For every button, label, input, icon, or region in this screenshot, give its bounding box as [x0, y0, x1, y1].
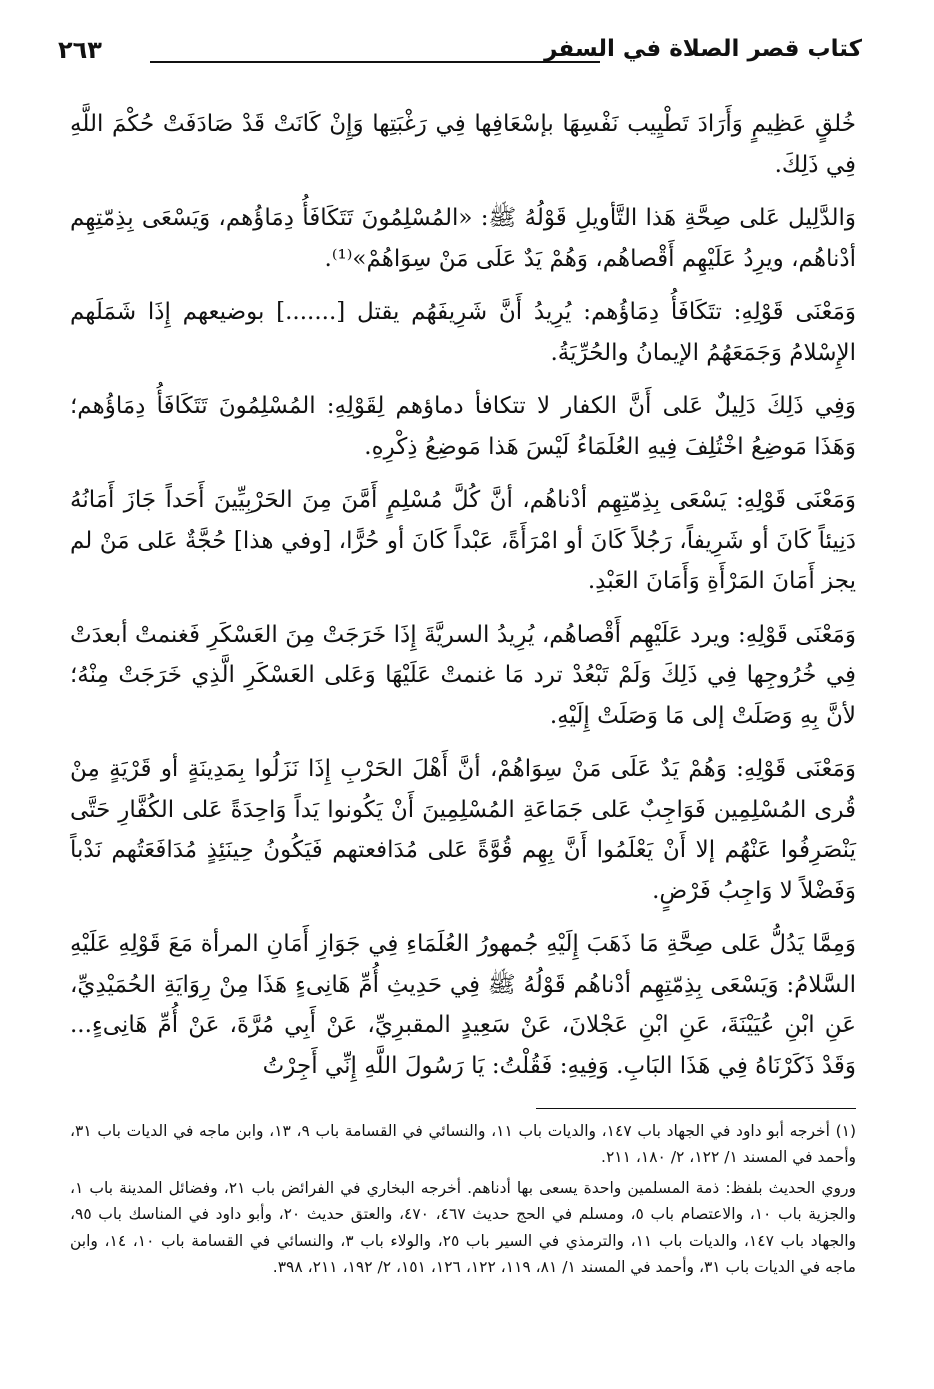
paragraph: وَمَعْنَى قَوْلِهِ: وَهُمْ يَدٌ عَلَى مَنْ سِوَاهُمْ، أنَّ أَهْلَ الحَرْبِ إِذَا نَزَلُوا بِمَدِينَةٍ أو قَرْيَةٍ مِنْ قُرى المُسْلِمِين فَوَاجِبٌ عَلى جَمَاعَةِ المُسْلِمِينَ أَنْ يَكُونوا يَداً وَاحِدَةً عَلى الكُفَّارِ حَتَّى يَنْصَرِفُوا عَنْهُم إلا أَنْ يَعْلَمُوا أَنَّ بِهِم قُوَّةً عَلى مُدَافعتهم فَيَكُونُ حِينَئِذٍ مُدَافَعَتُهم نَدْباً وَفَضْلاً لا وَاجِبُ فَرْضٍ.	[70, 756, 857, 904]
footnote-rule	[536, 1108, 856, 1109]
paragraph: وَالدَّلِيل عَلى صِحَّةِ هَذا التَّأويلِ قَوْلُهُ ﷺ: «المُسْلِمُونَ تَتَكَافَأُ دِمَاؤُهم، وَيَسْعَى بِذِمّتِهِم أدْناهُم، ويرِدُ عَلَيْهِم أَقْصاهُم، وَهُمْ يَدٌ عَلَى مَنْ سِوَاهُمْ»⁽¹⁾.	[70, 205, 856, 272]
page-number: ٢٦٣	[58, 36, 102, 64]
footnote: (١) أخرجه أبو داود في الجهاد باب ١٤٧، والديات باب ١١، والنسائي في القسامة باب ٩، ١٣، وابن ماجه في الديات باب ٣١، وأحمد في المسند ١/ ١٢٢، ٢/ ١٨٠، ٢١١.	[70, 1122, 857, 1167]
paragraph: وَمَعْنَى قَوْلِهِ: تتَكَافَأُ دِمَاؤُهم: يُرِيدُ أَنَّ شَرِيفَهُم يقتل [.......] بوضيعهم إِذَا شَمَلَهم الإِسْلامُ وَجَمَعَهُمُ الإيمانُ والحُرِّيَةُ.	[70, 299, 857, 366]
header-rule	[150, 61, 600, 63]
paragraph: خُلقٍ عَظِيمٍ وَأَرَادَ تَطْيِيب نَفْسِهَا بإسْعَافِها فِي رَغْبَتِها وَإِنْ كَانَتْ قَدْ صَادَفَتْ حُكْمَ اللَّهِ فِي ذَلِكَ.	[70, 111, 856, 178]
footnotes	[70, 1118, 856, 1284]
footnote: وروي الحديث بلفظ: ذمة المسلمين واحدة يسعى بها أدناهم. أخرجه البخاري في الفرائض باب ٢١، وفضائل المدينة باب ١، والجزية باب ١٠، والاعتصام باب ٥، ومسلم في الحج حديث ٤٦٧، ٤٧٠، والعتق حديث ٢٠، وأبو داود في المناسك باب ٩٥، والجهاد باب ١٤٧، والديات باب ١١، والترمذي في السير باب ٢٥، والولاء باب ٣، والنسائي في القسامة باب ١٠، ١٤، وابن ماجه في الديات باب ٣١، وأحمد في المسند ١/ ٨١، ١١٩، ١٢٢، ١٢٦، ١٥١، ٢/ ١٩٢، ٢١١، ٣٩٨.	[70, 1178, 856, 1277]
main-text	[70, 104, 856, 1099]
paragraph: وَفِي ذَلِكَ دَلِيلٌ عَلى أَنَّ الكفار لا تتكافأ دماؤهم لِقَوْلِهِ: المُسْلِمُونَ تَتَكَافَأُ دِمَاؤُهم؛ وَهَذَا مَوضِعُ اخْتُلِفَ فِيهِ العُلَمَاءُ لَيْسَ هَذا مَوضِعُ ذِكْرِهِ.	[70, 393, 856, 460]
page-header	[58, 30, 862, 72]
paragraph: وَمَعْنَى قَوْلِهِ: ويرد عَلَيْهِم أَقْصاهُم، يُرِيدُ السريَّةَ إِذَا خَرَجَتْ مِنَ العَسْكَرِ فَغنمتْ أبعدَتْ فِي خُرُوجِها فِي ذَلِكَ وَلَمْ تَبْعُدْ ترد مَا غنمتْ عَلَيْهَا وَعَلى العَسْكَرِ الَّذِي خَرَجَتْ مِنْهُ؛ لأنَّ بِهِ وَصَلَتْ إلى مَا وَصَلَتْ إِلَيْهِ.	[70, 621, 856, 729]
running-title: كتاب قصر الصلاة في السفر	[544, 36, 862, 62]
paragraph: وَمِمَّا يَدُلُّ عَلى صِحَّةِ مَا ذَهَبَ إِلَيْهِ جُمهورُ العُلَمَاءِ فِي جَوَازِ أَمَانِ المرأة مَعَ قَوْلِهِ عَلَيْهِ السَّلامُ: وَيَسْعَى بِذِمّتِهِم أدْناهُم قَوْلُهُ ﷺ فِي حَدِيثِ أُمِّ هَانِىءٍ هَذَا مِنْ رِوَايَةِ الحُمَيْدِيِّ، عَنِ ابْنِ عُيَيْنَةَ، عَنِ ابْنِ عَجْلانَ، عَنْ سَعِيدٍ المقبرِيِّ، عَنْ أَبِي مُرَّةَ، عَنْ أُمِّ هَانِىءٍ... وَقَدْ ذَكَرْنَاهُ فِي هَذَا البَابِ. وَفِيهِ: فَقُلْتُ: يَا رَسُولَ اللَّهِ إِنِّي أَجِرْتُ	[70, 931, 856, 1079]
paragraph: وَمَعْنَى قَوْلِهِ: يَسْعَى بِذِمّتِهِم أدْناهُم، أنَّ كُلَّ مُسْلِمٍ أَمَّنَ مِنَ الحَرْبِيِّينَ أَحَداً جَازَ أَمَانُهُ دَنِيئاً كَانَ أو شَرِيفاً، رَجُلاً كَانَ أو امْرَأَةً، عَبْداً كَانَ أو حُرًّا، [وفي هذا] حُجَّةٌ عَلى مَنْ لم يجز أَمَانَ المَرْأَةِ وَأَمَانَ العَبْدِ.	[70, 487, 856, 594]
